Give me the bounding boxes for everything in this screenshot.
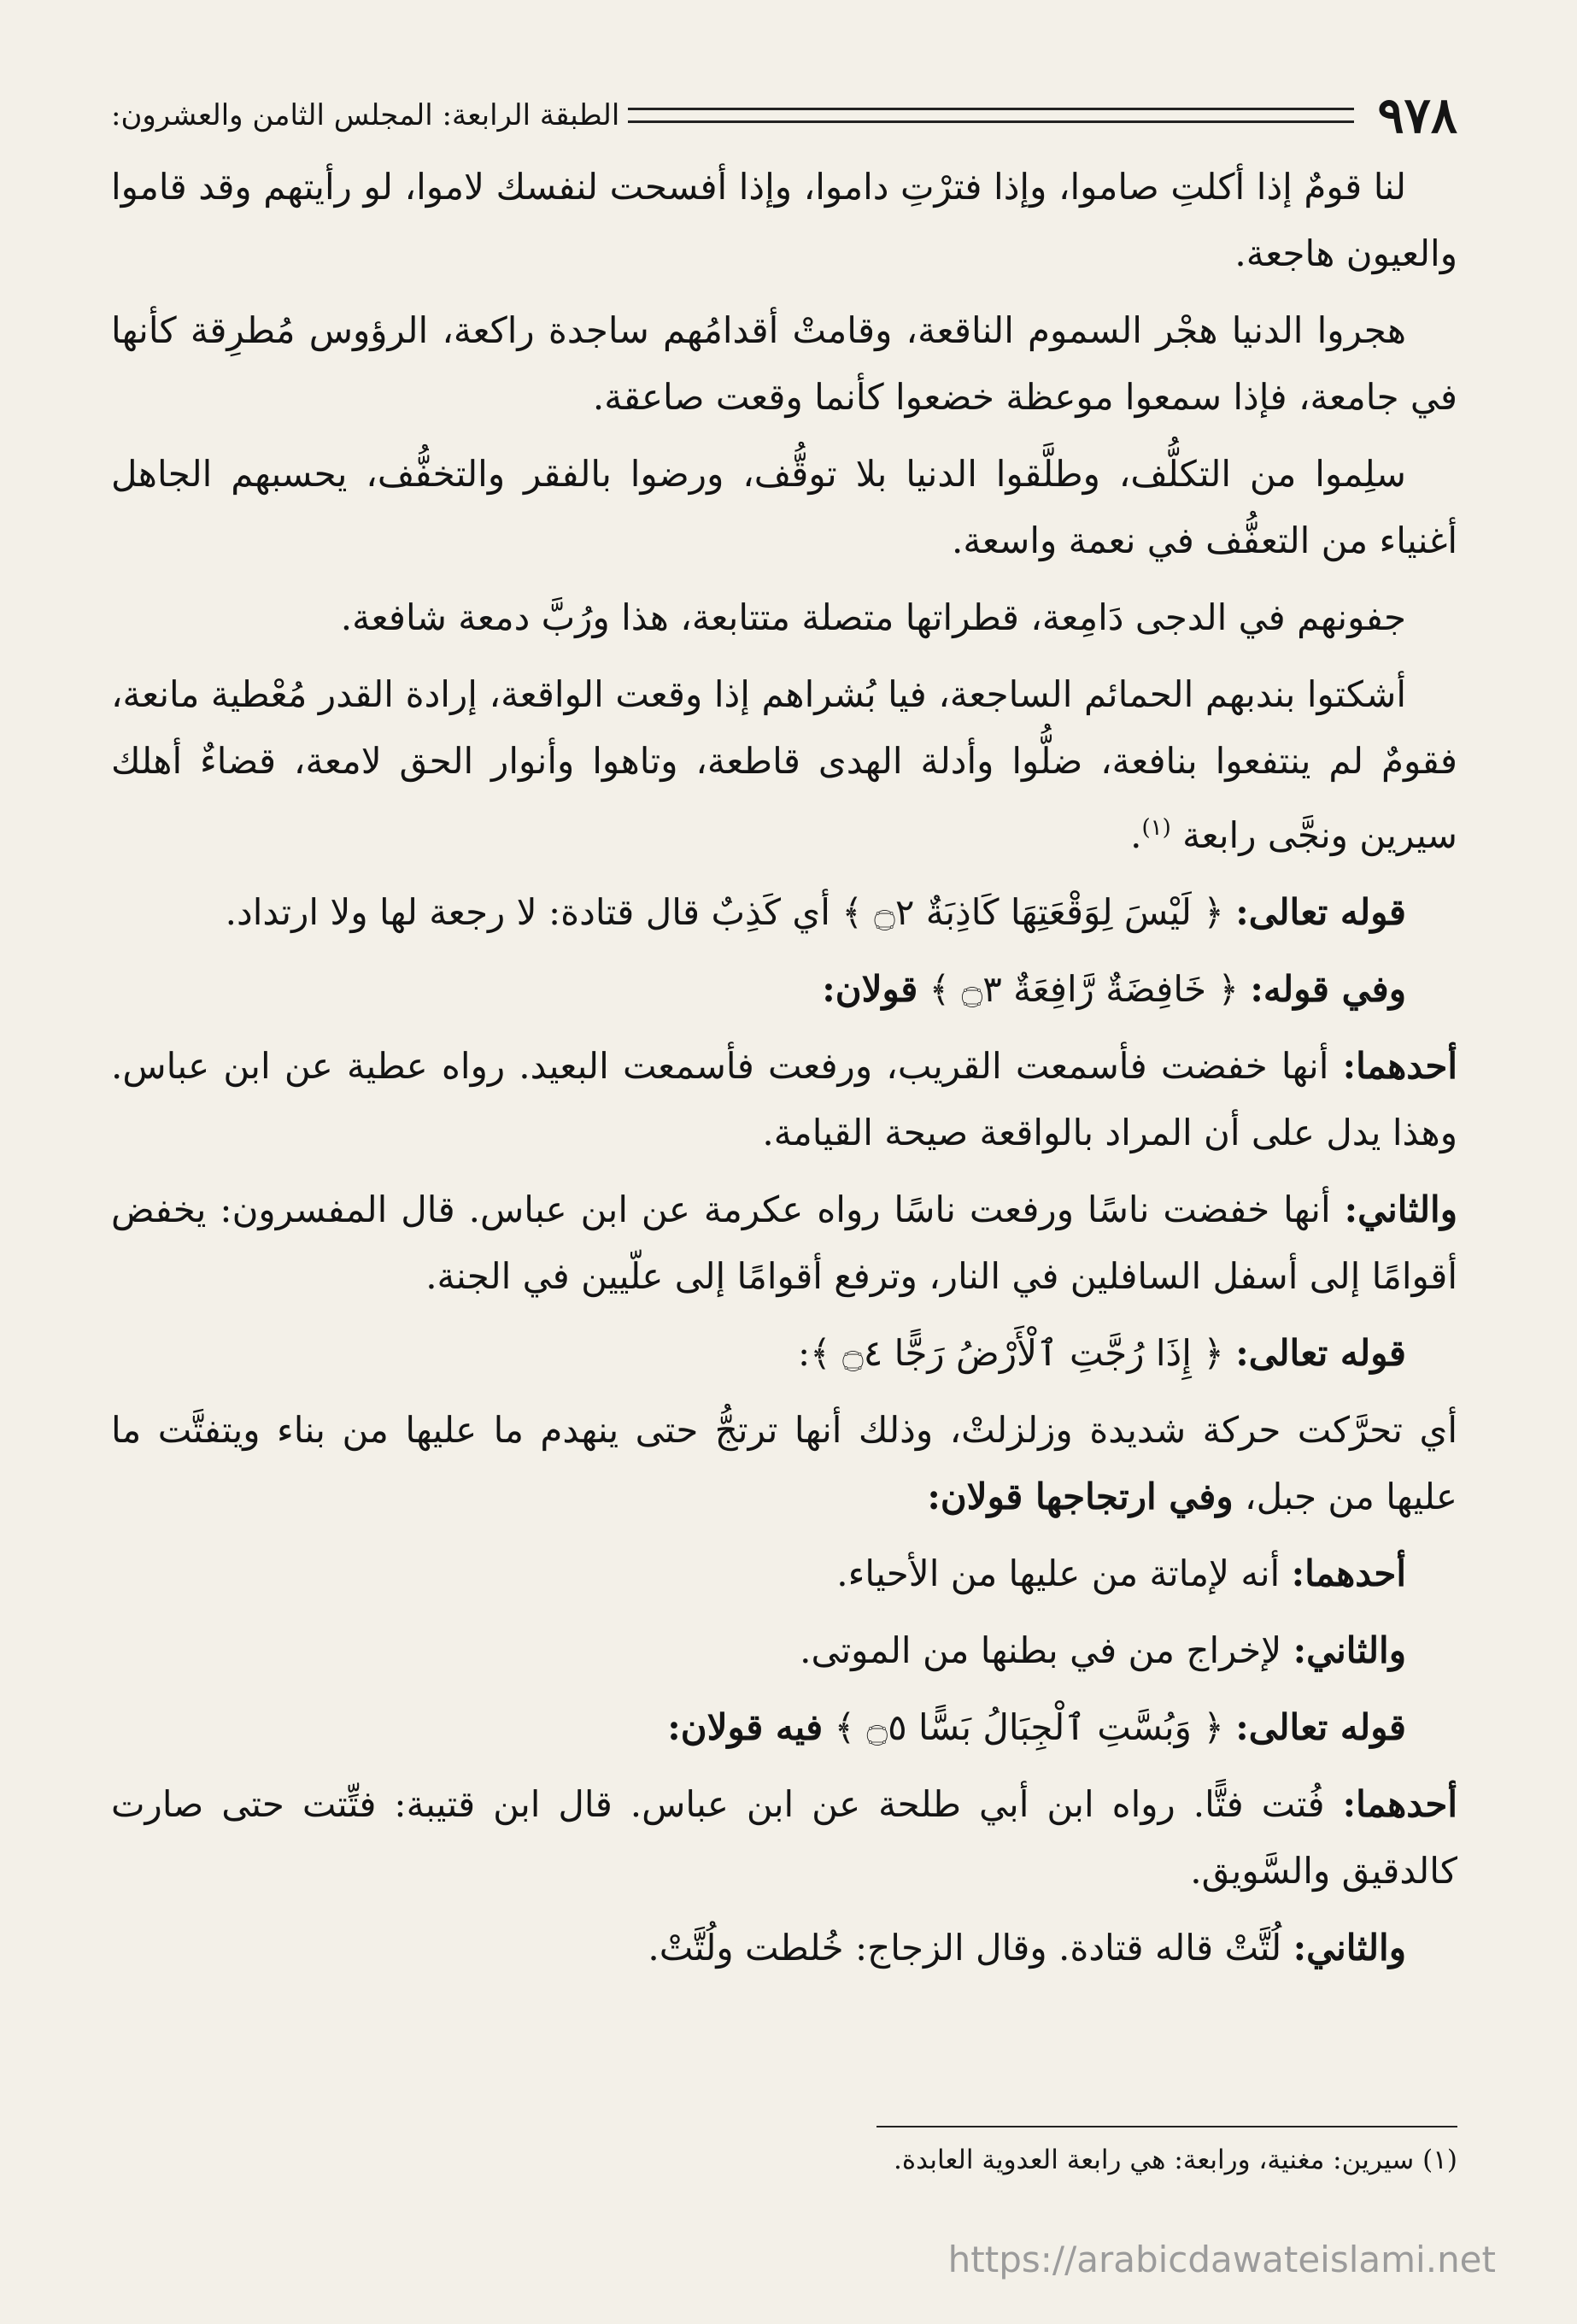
block-label: قوله تعالى: — [1235, 1332, 1406, 1374]
paragraph — [111, 441, 1457, 574]
paragraph-text: لنا قومٌ إذا أكلتِ صاموا، وإذا فترْتِ داموا، وإذا أفسحت لنفسك لاموا، لو رأيتهم وقد قاموا والعيون هاجعة. — [111, 166, 1457, 274]
verse-commentary — [111, 1320, 1457, 1387]
footnote: (١) سيرين: مغنية، ورابعة: هي رابعة العدوية العابدة. — [894, 2145, 1457, 2175]
paragraph: أشكتوا بندبهم الحمائم الساجعة، فيا بُشراهم إذا وقعت الواقعة، إرادة القدر مُعْطية مانعة، فقومٌ لم ينتفعوا بنافعة، ضلُّوا وأدلة الهدى قاطعة، وتاهوا وأنوار الحق لامعة، قضاءٌ أهلك سيرين ونجَّى رابعة $^{(١)}$. — [111, 673, 1457, 856]
block-text: لُتَّتْ قاله قتادة. وقال الزجاج: خُلطت ولُتَّتْ. — [648, 1927, 1282, 1969]
block-label: والثاني: — [1293, 1927, 1406, 1969]
block-label: قوله تعالى: — [1235, 1706, 1406, 1748]
running-title: الطبقة الرابعة: المجلس الثامن والعشرون: — [111, 98, 620, 132]
footnote-separator — [876, 2126, 1457, 2127]
block-label: أحدهما: — [1291, 1552, 1406, 1594]
block-label: قوله تعالى: — [1235, 891, 1406, 933]
block-text: أنها خفضت فأسمعت القريب، ورفعت فأسمعت البعيد. رواه عطية عن ابن عباس. وهذا يدل على أن المراد بالواقعة صيحة القيامة. — [111, 1045, 1457, 1153]
block-label: وفي ارتجاجها قولان: — [927, 1476, 1234, 1517]
paragraph-text: هجروا الدنيا هجْر السموم الناقعة، وقامتْ أقدامُهم ساجدة راكعة، الرؤوس مُطرِقة كأنها في جامعة، فإذا سمعوا موعظة خضعوا كأنما وقعت صاعقة. — [111, 309, 1457, 418]
opinion-paragraph — [111, 1541, 1457, 1607]
paragraph-text: سلِموا من التكلُّف، وطلَّقوا الدنيا بلا توقُّف، ورضوا بالفقر والتخفُّف، يحسبهم الجاهل أغنياء من التعفُّف في نعمة واسعة. — [111, 453, 1457, 561]
footnote-reference: (١) — [1141, 815, 1171, 841]
verse-commentary — [111, 1694, 1457, 1761]
quran-verse: ﴿ خَافِضَةٌ رَّافِعَةٌ ۝٣ ﴾ — [929, 968, 1240, 1010]
page-header — [111, 85, 1457, 145]
block-text: قولان: — [822, 968, 918, 1010]
block-text: لإخراج من في بطنها من الموتى. — [800, 1629, 1282, 1671]
paragraph — [111, 584, 1457, 651]
block-label: أحدهما: — [1342, 1045, 1457, 1087]
watermark-url: https://arabicdawateislami.net — [947, 2239, 1496, 2280]
paragraph — [111, 1397, 1457, 1530]
opinion-paragraph — [111, 1915, 1457, 1981]
block-text: فُتت فتًّا. رواه ابن أبي طلحة عن ابن عباس. قال ابن قتيبة: فتِّتت حتى صارت كالدقيق والسَّويق. — [111, 1783, 1457, 1892]
quran-verse: ﴿ لَيْسَ لِوَقْعَتِهَا كَاذِبَةٌ ۝٢ ﴾ — [841, 891, 1224, 933]
verse-commentary — [111, 956, 1457, 1023]
paragraph — [111, 297, 1457, 431]
opinion-paragraph — [111, 1177, 1457, 1310]
block-text: أي كَذِبٌ قال قتادة: لا رجعة لها ولا ارتداد. — [225, 891, 830, 933]
opinion-paragraph — [111, 1617, 1457, 1684]
opinion-paragraph — [111, 1033, 1457, 1166]
block-text: أنها خفضت ناسًا ورفعت ناسًا رواه عكرمة عن ابن عباس. قال المفسرون: يخفض أقوامًا إلى أسفل السافلين في النار، وترفع أقوامًا إلى علّيين في الجنة. — [111, 1188, 1457, 1297]
paragraph-text: جفونهم في الدجى دَامِعة، قطراتها متصلة متتابعة، هذا ورُبَّ دمعة شافعة. — [340, 596, 1406, 638]
block-label: أحدهما: — [1342, 1783, 1457, 1825]
quran-verse: ﴿ إِذَا رُجَّتِ ٱلْأَرْضُ رَجًّا ۝٤ ﴾: — [798, 1332, 1224, 1374]
block-label: والثاني: — [1293, 1629, 1406, 1671]
block-label: وفي قوله: — [1250, 968, 1406, 1010]
main-text — [111, 154, 1457, 1992]
paragraph-text: أشكتوا بندبهم الحمائم الساجعة، فيا بُشراهم إذا وقعت الواقعة، إرادة القدر مُعْطية مانعة، فقومٌ لم ينتفعوا بنافعة، ضلُّوا وأدلة الهدى قاطعة، وتاهوا وأنوار الحق لامعة، قضاءٌ أهلك سيرين ونجَّى رابعة — [111, 673, 1457, 856]
verse-commentary — [111, 879, 1457, 946]
block-text: أنه لإماتة من عليها من الأحياء. — [836, 1552, 1281, 1594]
opinion-paragraph — [111, 1771, 1457, 1904]
block-text: فيه قولان: — [667, 1706, 824, 1748]
block-label: والثاني: — [1344, 1188, 1457, 1230]
quran-verse: ﴿ وَبُسَّتِ ٱلْجِبَالُ بَسًّا ۝٥ ﴾ — [834, 1706, 1224, 1748]
header-double-rule — [628, 108, 1353, 123]
block-text: أي تحرَّكت حركة شديدة وزلزلتْ، وذلك أنها ترتجُّ حتى ينهدم ما عليها من بناء ويتفتَّت ما عليها من جبل، — [111, 1409, 1457, 1517]
page-number: ٩٧٨ — [1377, 86, 1457, 144]
paragraph — [111, 154, 1457, 287]
